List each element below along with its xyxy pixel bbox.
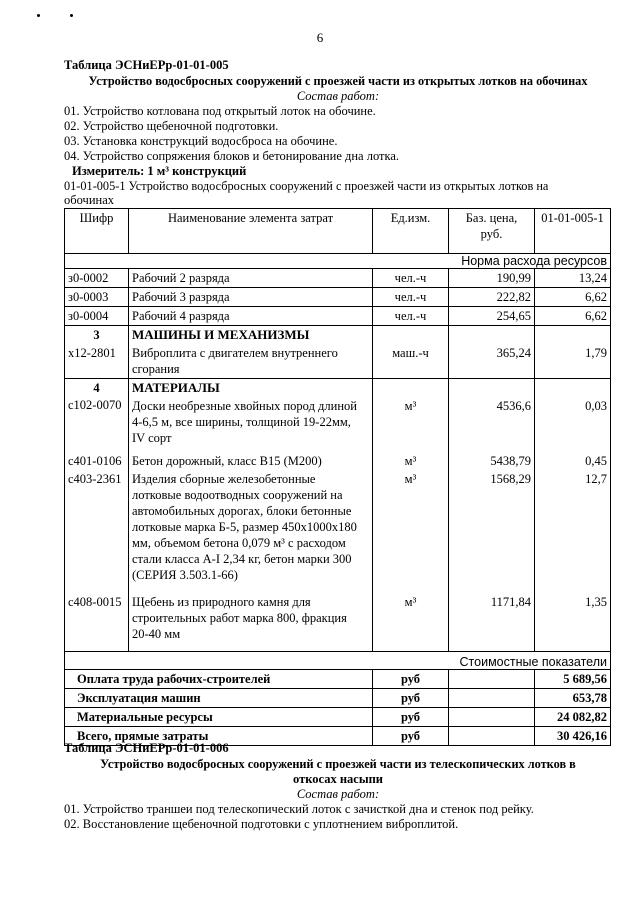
table-row: з0-0003 Рабочий 3 разряда чел.-ч 222,82 6,62 xyxy=(65,288,611,307)
work-item: 02. Устройство щебеночной подготовки. xyxy=(64,119,279,133)
header-norm: 01-01-005-1 xyxy=(535,209,611,254)
cost-label: Стоимостные показатели xyxy=(65,652,611,670)
work-item: 03. Установка конструкций водосброса на обочине. xyxy=(64,134,338,148)
header-name: Наименование элемента затрат xyxy=(129,209,373,254)
table-header-row xyxy=(65,209,611,254)
table2-subtitle: откосах насыпи xyxy=(292,772,383,786)
item-line: обочинах xyxy=(64,193,114,207)
table-row: х12-2801 Виброплита с двигателем внутреннего сгорания маш.-ч 365,24 1,79 xyxy=(65,344,611,379)
table-row: з0-0002 Рабочий 2 разряда чел.-ч 190,99 13,24 xyxy=(65,269,611,288)
table2-composition-heading: Состав работ: xyxy=(296,787,380,801)
work-item: 04. Устройство сопряжения блоков и бетонирование дна лотка. xyxy=(64,149,400,163)
section-row: 4 МАТЕРИАЛЫ xyxy=(65,379,611,398)
table1-subtitle: Устройство водосбросных сооружений с проезжей части из открытых лотков на обочинах xyxy=(88,74,588,88)
table1-composition-heading: Состав работ: xyxy=(296,89,380,103)
section-row: 3 МАШИНЫ И МЕХАНИЗМЫ xyxy=(65,326,611,345)
cost-table xyxy=(64,208,611,746)
total-row: Эксплуатация машин руб 653,78 xyxy=(65,689,611,708)
norm-label-row xyxy=(65,254,611,269)
total-row: Оплата труда рабочих-строителей руб 5 689,56 xyxy=(65,670,611,689)
meter: Измеритель: 1 м³ конструкций xyxy=(72,164,247,178)
header-code: Шифр xyxy=(65,209,129,254)
page-number: 6 xyxy=(316,30,324,45)
cost-label-row xyxy=(65,652,611,670)
total-row: Всего, прямые затраты руб 30 426,16 xyxy=(65,727,611,746)
header-unit: Ед.изм. xyxy=(373,209,449,254)
work-item: 02. Восстановление щебеночной подготовки с уплотнением виброплитой. xyxy=(64,817,459,831)
table-row: з0-0004 Рабочий 4 разряда чел.-ч 254,65 6,62 xyxy=(65,307,611,326)
scan-dot xyxy=(70,14,73,17)
table-row: с408-0015 Щебень из природного камня для строительных работ марка 800, фракция 20-40 мм м³ 1171,84 1,35 xyxy=(65,584,611,643)
table-row: с102-0070 Доски необрезные хвойных пород длиной 4-6,5 м, все ширины, толщиной 19-22мм, IV сорт м³ 4536,6 0,03 xyxy=(65,397,611,447)
table1-title: Таблица ЭСНиЕРр-01-01-005 xyxy=(64,58,229,72)
spacer-row xyxy=(65,643,611,652)
scan-dot xyxy=(37,14,40,17)
table-row: с401-0106 Бетон дорожный, класс В15 (М200) м³ 5438,79 0,45 xyxy=(65,447,611,470)
work-item: 01. Устройство котлована под открытый лоток на обочине. xyxy=(64,104,376,118)
item-line: 01-01-005-1 Устройство водосбросных сооружений с проезжей части из открытых лотков на xyxy=(64,179,549,193)
norm-label: Норма расхода ресурсов xyxy=(65,254,611,269)
table2-title: Таблица ЭСНиЕРр-01-01-006 xyxy=(64,741,229,755)
work-item: 01. Устройство траншеи под телескопический лоток с зачисткой дна и стенок под рейку. xyxy=(64,802,534,816)
table-row: с403-2361 Изделия сборные железобетонные лотковые водоотводных сооружений на автомобильных дорогах, блоки бетонные лотковые марка Б-5, размер 450х1000х180 мм, объемом бетона 0,079 м³ с расходом стали класса А-I 2,34 кг, бетон марки 300 (СЕРИЯ 3.503.1-66) м³ 1568,29 12,7 xyxy=(65,470,611,584)
total-row: Материальные ресурсы руб 24 082,82 xyxy=(65,708,611,727)
header-price: Баз. цена, руб. xyxy=(449,209,535,254)
table2-subtitle: Устройство водосбросных сооружений с проезжей части из телескопических лотков в xyxy=(100,757,576,771)
